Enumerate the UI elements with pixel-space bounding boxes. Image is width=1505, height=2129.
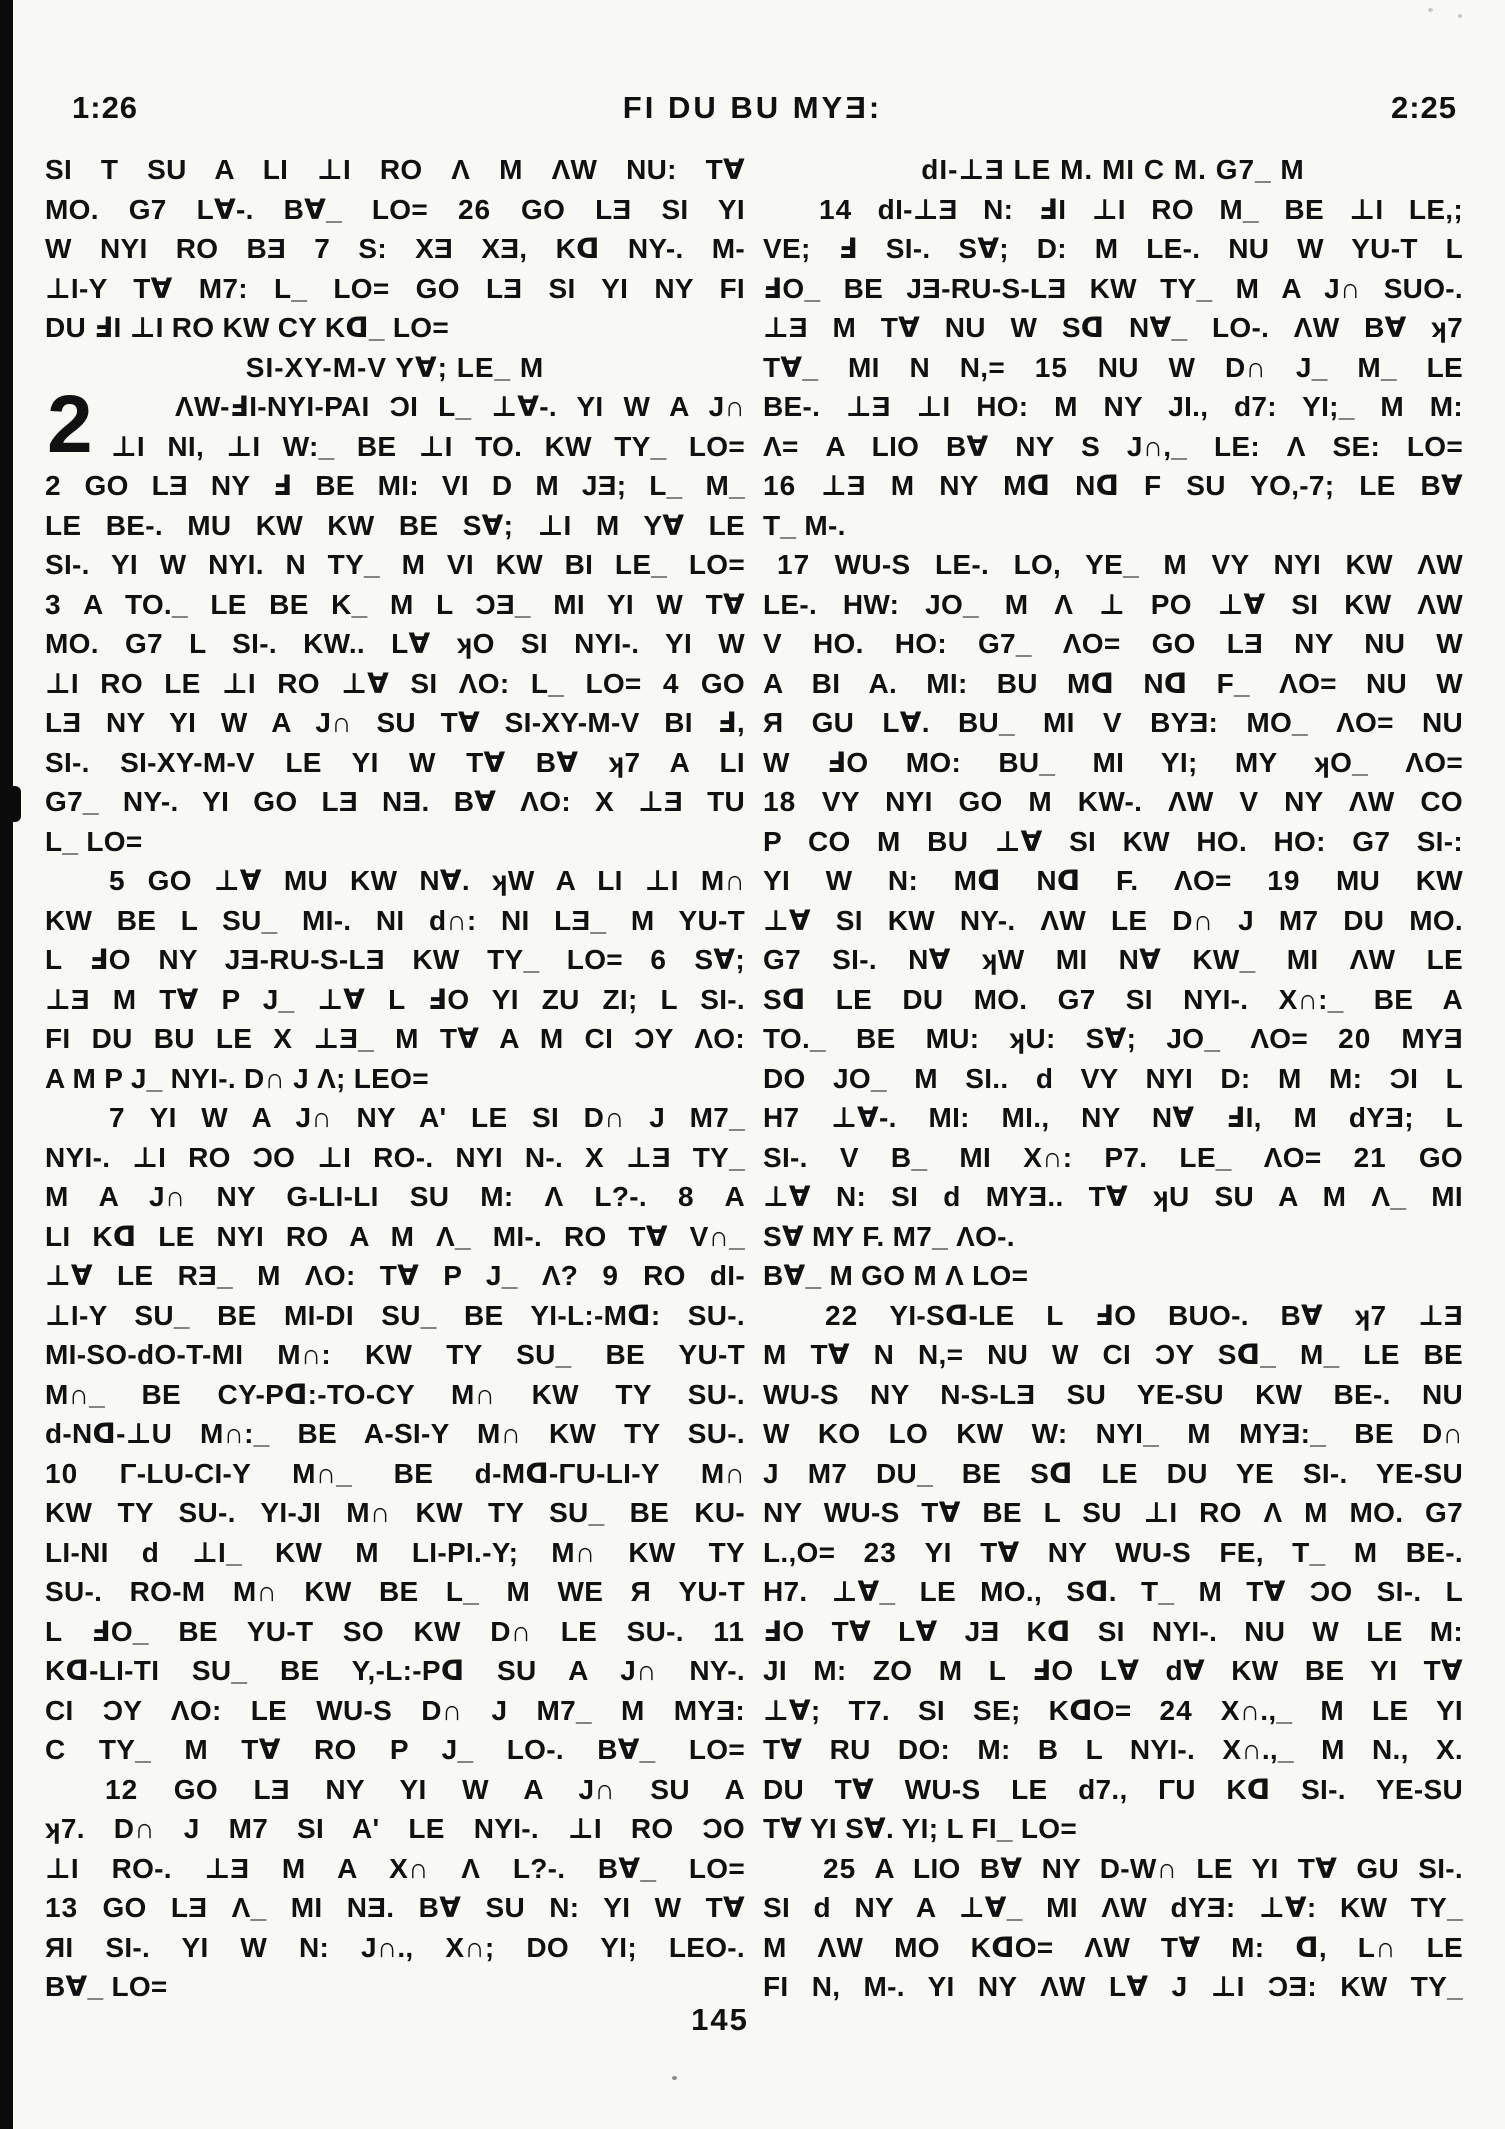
text-line: NYI-. ⊥I RO ƆO ⊥I RO-. NYI N-. X ⊥Ǝ TY_	[45, 1141, 745, 1173]
running-header	[0, 90, 1505, 132]
text-line: ⊥I-Y T∀ M7: L_ LO= GO LƎ SI YI NY FI	[45, 272, 745, 304]
verse-number: 17	[777, 549, 811, 580]
text-line: BE-. ⊥Ǝ ⊥I HO: M NY JI., d7: YI;_ M M:	[763, 391, 1463, 422]
page-number: 145	[691, 2002, 749, 2037]
scan-artifact	[672, 2076, 677, 2080]
text-line: SI-. YI W NYI. N TY_ M VI KW BI LE_ LO=	[45, 549, 745, 580]
text-line: P CO M BU ⊥∀ SI KW HO. HO: G7 SI-:	[763, 825, 1463, 857]
text-line: LI-NI d ⊥I_ KW M LI-PI.-Y; M∩ KW TY	[45, 1536, 745, 1568]
text-line: G7 SI-. N∀ ʞW MI N∀ KW_ MI ΛW LE	[763, 944, 1463, 975]
verse-number: 19	[1267, 865, 1301, 896]
text-line: FI DU BU LE X ⊥Ǝ_ M T∀ A M CI ƆY ΛO:	[45, 1023, 745, 1054]
text-line: d-Nᗡ-⊥U M∩:_ BE A-SI-Y M∩ KW TY SU-.	[45, 1418, 745, 1449]
text-line: ℲO T∀ L∀ JƎ Kᗡ SI NYI-. NU W LE M:	[763, 1615, 1463, 1647]
verse-number: 25	[823, 1852, 857, 1884]
text-line: TO._ BE MU: ʞU: S∀; JO_ ΛO= 20 MYƎ	[763, 1023, 1463, 1054]
text-line: ʞ7. D∩ J M7 SI A' LE NYI-. ⊥I RO ƆO	[45, 1813, 745, 1844]
scan-artifact	[1458, 14, 1462, 18]
text-line: KW TY SU-. YI-JI M∩ KW TY SU_ BE KU-	[45, 1497, 745, 1528]
text-line: W ℲO MO: BU_ MI YI; MY ʞO_ ΛO=	[763, 746, 1463, 778]
text-line: ЯI SI-. YI W N: J∩., X∩; DO YI; LEO-.	[45, 1931, 745, 1963]
text-line: JI M: ZO M L ℲO L∀ d∀ KW BE YI T∀	[763, 1655, 1463, 1686]
scan-artifact	[0, 786, 21, 822]
text-line: 18 VY NYI GO M KW-. ΛW V NY ΛW CO	[763, 786, 1463, 817]
chapter-number-dropcap: 2	[47, 379, 93, 470]
text-line: ⊥∀ LE RƎ_ M ΛO: T∀ P J_ Λ? 9 RO dI-	[45, 1260, 745, 1291]
verse-number: 9	[602, 1260, 619, 1291]
text-line: J M7 DU_ BE Sᗡ LE DU YE SI-. YE-SU	[763, 1457, 1463, 1489]
text-line: L ℲO_ BE YU-T SO KW D∩ LE SU-. 11	[45, 1615, 745, 1647]
text-column-left	[45, 150, 745, 2007]
text-line: H7. ⊥∀_ LE MO., Sᗡ. T_ M T∀ ƆO SI-. L	[763, 1576, 1463, 1607]
text-line: G7_ NY-. YI GO LƎ NƎ. B∀ ΛO: X ⊥Ǝ TU	[45, 786, 745, 817]
verse-number: 10	[45, 1457, 79, 1489]
text-line: SI-. SI-XY-M-V LE YI W T∀ B∀ ʞ7 A LI	[45, 746, 745, 778]
text-line: 2 GO LƎ NY Ⅎ BE MI: VI D M JƎ; L_ M_	[45, 470, 745, 501]
text-line: A M P J_ NYI-. D∩ J Λ; LEO=	[45, 1062, 429, 1094]
text-line: MO. G7 L∀-. B∀_ LO= 26 GO LƎ SI YI	[45, 193, 745, 225]
verse-number: 22	[825, 1299, 859, 1331]
text-line: L.,O= 23 YI T∀ NY WU-S FE, T_ M BE-.	[763, 1536, 1463, 1568]
text-line: V HO. HO: G7_ ΛO= GO LƎ NY NU W	[763, 628, 1463, 659]
text-line: SI-. V B_ MI X∩: P7. LE_ ΛO= 21 GO	[763, 1141, 1463, 1173]
text-line: ⊥I RO LE ⊥I RO ⊥∀ SI ΛO: L_ LO= 4 GO	[45, 667, 745, 699]
text-line: 10 Γ-LU-CI-Y M∩_ BE d-Mᗡ-ΓU-LI-Y M∩	[45, 1457, 745, 1489]
text-line: DU T∀ WU-S LE d7., ΓU Kᗡ SI-. YE-SU	[763, 1773, 1463, 1805]
text-line: ⊥Ǝ M T∀ P J_ ⊥∀ L ℲO YI ZU ZI; L SI-.	[45, 983, 745, 1015]
text-line: ℲO_ BE JƎ-RU-S-LƎ KW TY_ M A J∩ SUO-.	[763, 272, 1463, 304]
text-line: FI N, M-. YI NY ΛW L∀ J ⊥I ƆƎ: KW TY_	[763, 1971, 1463, 2002]
text-line: DO JO_ M SI.. d VY NYI D: M M: ƆI L	[763, 1062, 1463, 1094]
text-line: 16 ⊥Ǝ M NY Mᗡ Nᗡ F SU YO,-7; LE B∀	[763, 470, 1463, 501]
verse-number: 12	[105, 1773, 139, 1805]
text-line: 3 A TO._ LE BE K_ M L ƆƎ_ MI YI W T∀	[45, 588, 745, 620]
text-line: H7 ⊥∀-. MI: MI., NY N∀ ℲI, M dYƎ; L	[763, 1102, 1463, 1133]
verse-number: 20	[1338, 1023, 1372, 1054]
text-column-right	[763, 150, 1463, 2007]
verse-number: 5	[109, 865, 126, 896]
text-line: ⊥I RO-. ⊥Ǝ M A X∩ Λ L?-. B∀_ LO=	[45, 1852, 745, 1884]
text-line: T_ M-.	[763, 509, 846, 541]
text-line: DU ℲI ⊥I RO KW CY Kᗡ_ LO=	[45, 312, 449, 343]
verse-ref-right: 2:25	[1390, 90, 1457, 125]
text-line: MI-SO-dO-T-MI M∩: KW TY SU_ BE YU-T	[45, 1339, 745, 1370]
text-line: SI T SU A LI ⊥I RO Λ M ΛW NU: T∀	[45, 154, 745, 185]
text-line: 13 GO LƎ Λ_ MI NƎ. B∀ SU N: YI W T∀	[45, 1892, 745, 1923]
text-line: 22 YI-Sᗡ-LE L ℲO BUO-. B∀ ʞ7 ⊥Ǝ	[825, 1299, 1463, 1331]
text-line: L ℲO NY JƎ-RU-S-LƎ KW TY_ LO= 6 S∀;	[45, 944, 746, 975]
text-line: ΛW-ℲI-NYI-PAI ƆI L_ ⊥∀-. YI W A J∩	[175, 391, 745, 422]
verse-number: 26	[457, 193, 492, 225]
text-line: M A J∩ NY G-LI-LI SU M: Λ L?-. 8 A	[45, 1181, 745, 1212]
text-line: LE BE-. MU KW KW BE S∀; ⊥I M Y∀ LE	[45, 509, 745, 541]
text-line: B∀_ M GO M Λ LO=	[763, 1260, 1029, 1291]
text-line: T∀ RU DO: M: B L NYI-. X∩.,_ M N., X.	[763, 1734, 1463, 1765]
text-line: YI W N: Mᗡ Nᗡ F. ΛO= 19 MU KW	[763, 865, 1463, 896]
text-line: NY WU-S T∀ BE L SU ⊥I RO Λ M MO. G7	[763, 1497, 1463, 1528]
text-line: ⊥I NI, ⊥I W:_ BE ⊥I TO. KW TY_ LO=	[111, 430, 745, 462]
verse-number: 23	[863, 1536, 897, 1568]
verse-number: 21	[1353, 1141, 1387, 1173]
text-line: Λ= A LIO B∀ NY S J∩,_ LE: Λ SE: LO=	[763, 430, 1463, 462]
text-line: ⊥∀; T7. SI SE; KᗡO= 24 X∩.,_ M LE YI	[763, 1694, 1463, 1726]
verse-number: 16	[763, 470, 797, 501]
verse-number: 6	[650, 944, 667, 975]
text-line: 14 dI-⊥Ǝ N: ℲI ⊥I RO M_ BE ⊥I LE,;	[819, 193, 1463, 225]
text-line: M ΛW MO KᗡO= ΛW T∀ M: ᗡ, L∩ LE	[763, 1931, 1463, 1963]
text-line: W NYI RO BƎ 7 S: XƎ XƎ, Kᗡ NY-. M-	[45, 233, 745, 264]
text-line: VE; Ⅎ SI-. S∀; D: M LE-. NU W YU-T L	[763, 233, 1463, 264]
text-line: ⊥∀ N: SI d MYƎ.. T∀ ʞU SU A M Λ_ MI	[763, 1181, 1463, 1212]
verse-number: 7	[109, 1102, 126, 1133]
text-line: L_ LO=	[45, 825, 143, 857]
verse-number: 4	[662, 667, 680, 699]
text-line: LƎ NY YI W A J∩ SU T∀ SI-XY-M-V BI Ⅎ,	[45, 707, 745, 738]
section-heading: dI-⊥Ǝ LE M. MI C M. G7_ M	[921, 154, 1305, 185]
text-line: ⊥I-Y SU_ BE MI-DI SU_ BE YI-L:-Mᗡ: SU-.	[45, 1299, 745, 1331]
text-line: CI ƆY ΛO: LE WU-S D∩ J M7_ M MYƎ:	[45, 1694, 745, 1726]
text-line: 7 YI W A J∩ NY A' LE SI D∩ J M7_	[109, 1102, 745, 1133]
text-line: 12 GO LƎ NY YI W A J∩ SU A	[105, 1773, 745, 1805]
text-line: WU-S NY N-S-LƎ SU YE-SU KW BE-. NU	[763, 1378, 1463, 1410]
text-line: B∀_ LO=	[45, 1971, 168, 2002]
text-line: ⊥∀ SI KW NY-. ΛW LE D∩ J M7 DU MO.	[763, 904, 1463, 936]
text-line: 25 A LIO B∀ NY D-W∩ LE YI T∀ GU SI-.	[823, 1852, 1463, 1884]
text-line: A BI A. MI: BU Mᗡ Nᗡ F_ ΛO= NU W	[763, 667, 1463, 699]
verse-number: 15	[1034, 351, 1068, 383]
text-line: 5 GO ⊥∀ MU KW N∀. ʞW A LI ⊥I M∩	[109, 865, 745, 896]
text-line: T∀_ MI N N,= 15 NU W D∩ J_ M_ LE	[763, 351, 1463, 383]
verse-ref-left: 1:26	[72, 90, 139, 125]
verse-number: 8	[677, 1181, 695, 1212]
verse-number: 24	[1159, 1694, 1193, 1726]
text-line: S∀ MY F. M7_ ΛO-.	[763, 1220, 1015, 1252]
book-title: FI DU BU MYƎ:	[622, 90, 883, 125]
verse-number: 13	[45, 1892, 79, 1923]
text-line: M∩_ BE CY-Pᗡ:-TO-CY M∩ KW TY SU-.	[45, 1378, 745, 1410]
verse-number: 2	[45, 470, 62, 501]
text-line: 17 WU-S LE-. LO, YE_ M VY NYI KW ΛW	[777, 549, 1463, 580]
text-line: LE-. HW: JO_ M Λ ⊥ PO ⊥∀ SI KW ΛW	[763, 588, 1463, 620]
text-line: KW BE L SU_ MI-. NI d∩: NI LƎ_ M YU-T	[45, 904, 745, 936]
text-line: SU-. RO-M M∩ KW BE L_ M WE Я YU-T	[45, 1576, 745, 1607]
text-line: Kᗡ-LI-TI SU_ BE Y,-L:-Pᗡ SU A J∩ NY-.	[45, 1655, 745, 1686]
text-line: T∀ YI S∀. YI; L FI_ LO=	[763, 1813, 1077, 1844]
text-line: W KO LO KW W: NYI_ M MYƎ:_ BE D∩	[763, 1418, 1463, 1449]
text-line: ⊥Ǝ M T∀ NU W Sᗡ N∀_ LO-. ΛW B∀ ʞ7	[763, 312, 1463, 343]
verse-number: 14	[819, 193, 853, 225]
text-line: C TY_ M T∀ RO P J_ LO-. B∀_ LO=	[45, 1734, 745, 1765]
section-heading: SI-XY-M-V Y∀; LE_ M	[245, 351, 545, 383]
text-line: Я GU L∀. BU_ MI V BYƎ: MO_ ΛO= NU	[763, 707, 1463, 738]
verse-number: 18	[763, 786, 797, 817]
verse-number: 11	[713, 1615, 745, 1647]
text-line: MO. G7 L SI-. KW.. L∀ ʞO SI NYI-. YI W	[45, 628, 745, 659]
text-line: Sᗡ LE DU MO. G7 SI NYI-. X∩:_ BE A	[763, 983, 1463, 1015]
text-line: M T∀ N N,= NU W CI ƆY Sᗡ_ M_ LE BE	[763, 1339, 1463, 1370]
text-line: LI Kᗡ LE NYI RO A M Λ_ MI-. RO T∀ V∩_	[45, 1220, 745, 1252]
scan-artifact	[1428, 8, 1433, 12]
verse-number: 3	[45, 588, 62, 620]
text-line: SI d NY A ⊥∀_ MI ΛW dYƎ: ⊥∀: KW TY_	[763, 1892, 1463, 1923]
scan-gutter-bar	[0, 0, 13, 2129]
